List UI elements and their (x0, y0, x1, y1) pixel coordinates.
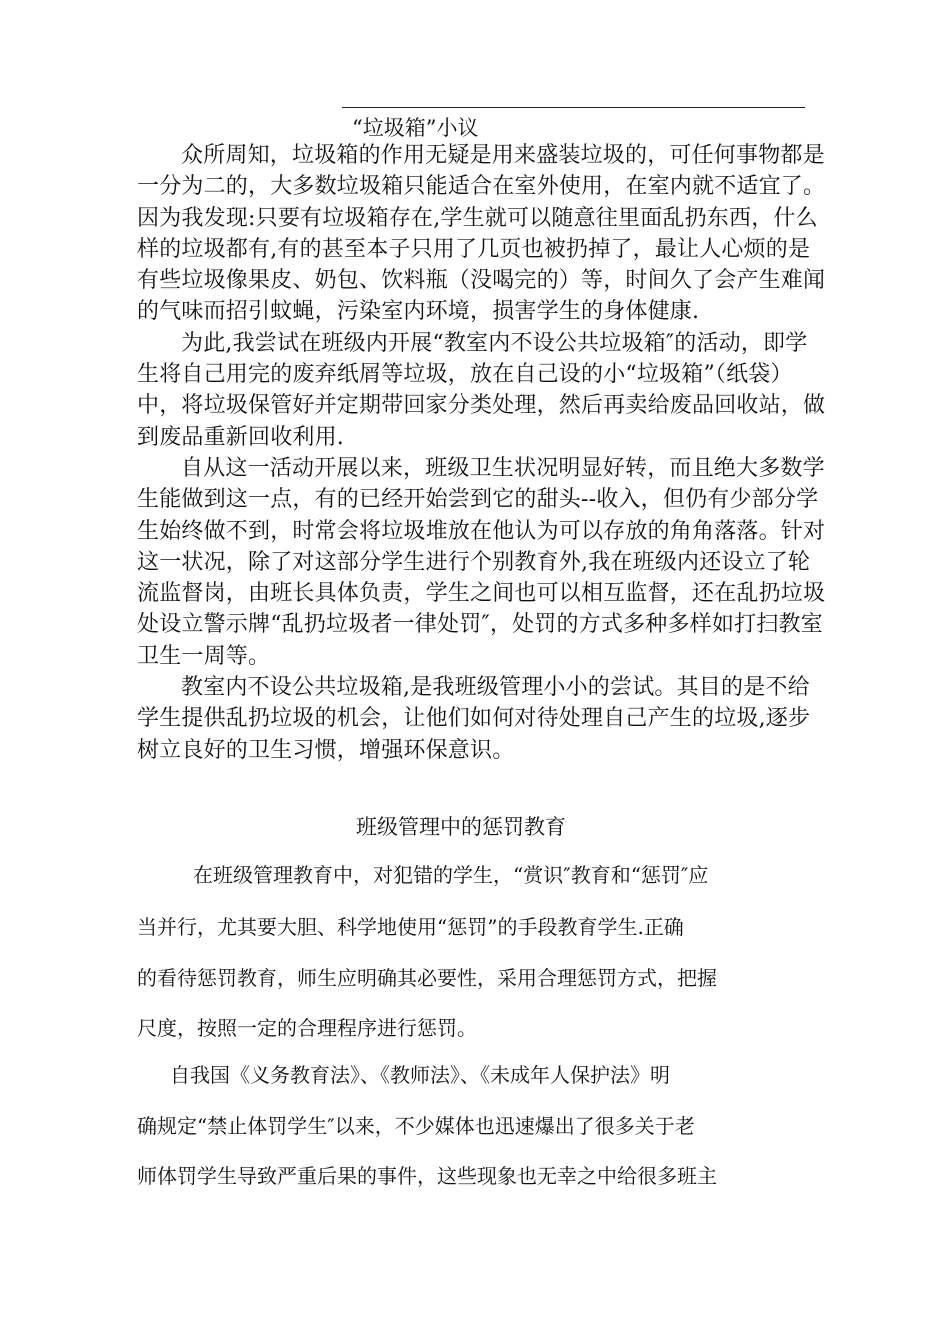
section-title: 班级管理中的惩罚教育 (356, 815, 566, 839)
text-line: 尺度，按照一定的合理程序进行惩罚。 (137, 1016, 477, 1040)
text-line: 自我国《义务教育法》、《教师法》、《未成年人保护法》明 (170, 1063, 670, 1087)
paragraph: 自从这一活动开展以来，班级卫生状况明显好转，而且绝大多数学生能做到这一点，有的已经开始尝到它的甜头--收入，但仍有少部分学生始终做不到，时常会将垃圾堆放在他认为可以存放的角角落落。针对这一状况，除了对这部分学生进行个别教育外,我在班级内还设立了轮流监督岗，由班长具体负责，学生之间也可以相互监督，还在乱扔垃圾处设立警示牌“乱扔垃圾者一律处罚″，处罚的方式多种多样如打扫教室卫生一周等。 (137, 455, 826, 669)
article-body (137, 140, 827, 766)
paragraph: 为此,我尝试在班级内开展“教室内不设公共垃圾箱″的活动，即学生将自己用完的废弃纸屑等垃圾，放在自己设的小“垃圾箱”（纸袋）中，将垃圾保管好并定期带回家分类处理，然后再卖给废品回收站，做到废品重新回收利用. (137, 330, 826, 450)
paragraph: 众所周知，垃圾箱的作用无疑是用来盛装垃圾的，可任何事物都是一分为二的，大多数垃圾箱只能适合在室外使用，在室内就不适宜了。因为我发现:只要有垃圾箱存在,学生就可以随意往里面乱扔东西，什么样的垃圾都有,有的甚至本子只用了几页也被扔掉了，最让人心烦的是有些垃圾像果皮、奶包、饮料瓶（没喝完的）等，时间久了会产生难闻的气味而招引蚊蝇，污染室内环境，损害学生的身体健康. (137, 143, 826, 325)
paragraph: 教室内不设公共垃圾箱,是我班级管理小小的尝试。其目的是不给学生提供乱扔垃圾的机会，让他们如何对待处理自己产生的垃圾,逐步树立良好的卫生习惯，增强环保意识。 (137, 675, 811, 763)
text-line: 确规定“禁止体罚学生″以来，不少媒体也迅速爆出了很多关于老 (137, 1114, 695, 1138)
text-line: 的看待惩罚教育，师生应明确其必要性，采用合理惩罚方式，把握 (137, 966, 717, 990)
text-line: 在班级管理教育中，对犯错的学生，“赏识″教育和“惩罚″应 (193, 863, 709, 887)
article-title: “垃圾箱”小议 (352, 116, 479, 140)
text-line: 师体罚学生导致严重后果的事件，这些现象也无幸之中给很多班主 (137, 1164, 717, 1188)
header-rule (342, 107, 805, 108)
text-line: 当并行，尤其要大胆、科学地使用“惩罚”的手段教育学生.正确 (137, 915, 684, 939)
